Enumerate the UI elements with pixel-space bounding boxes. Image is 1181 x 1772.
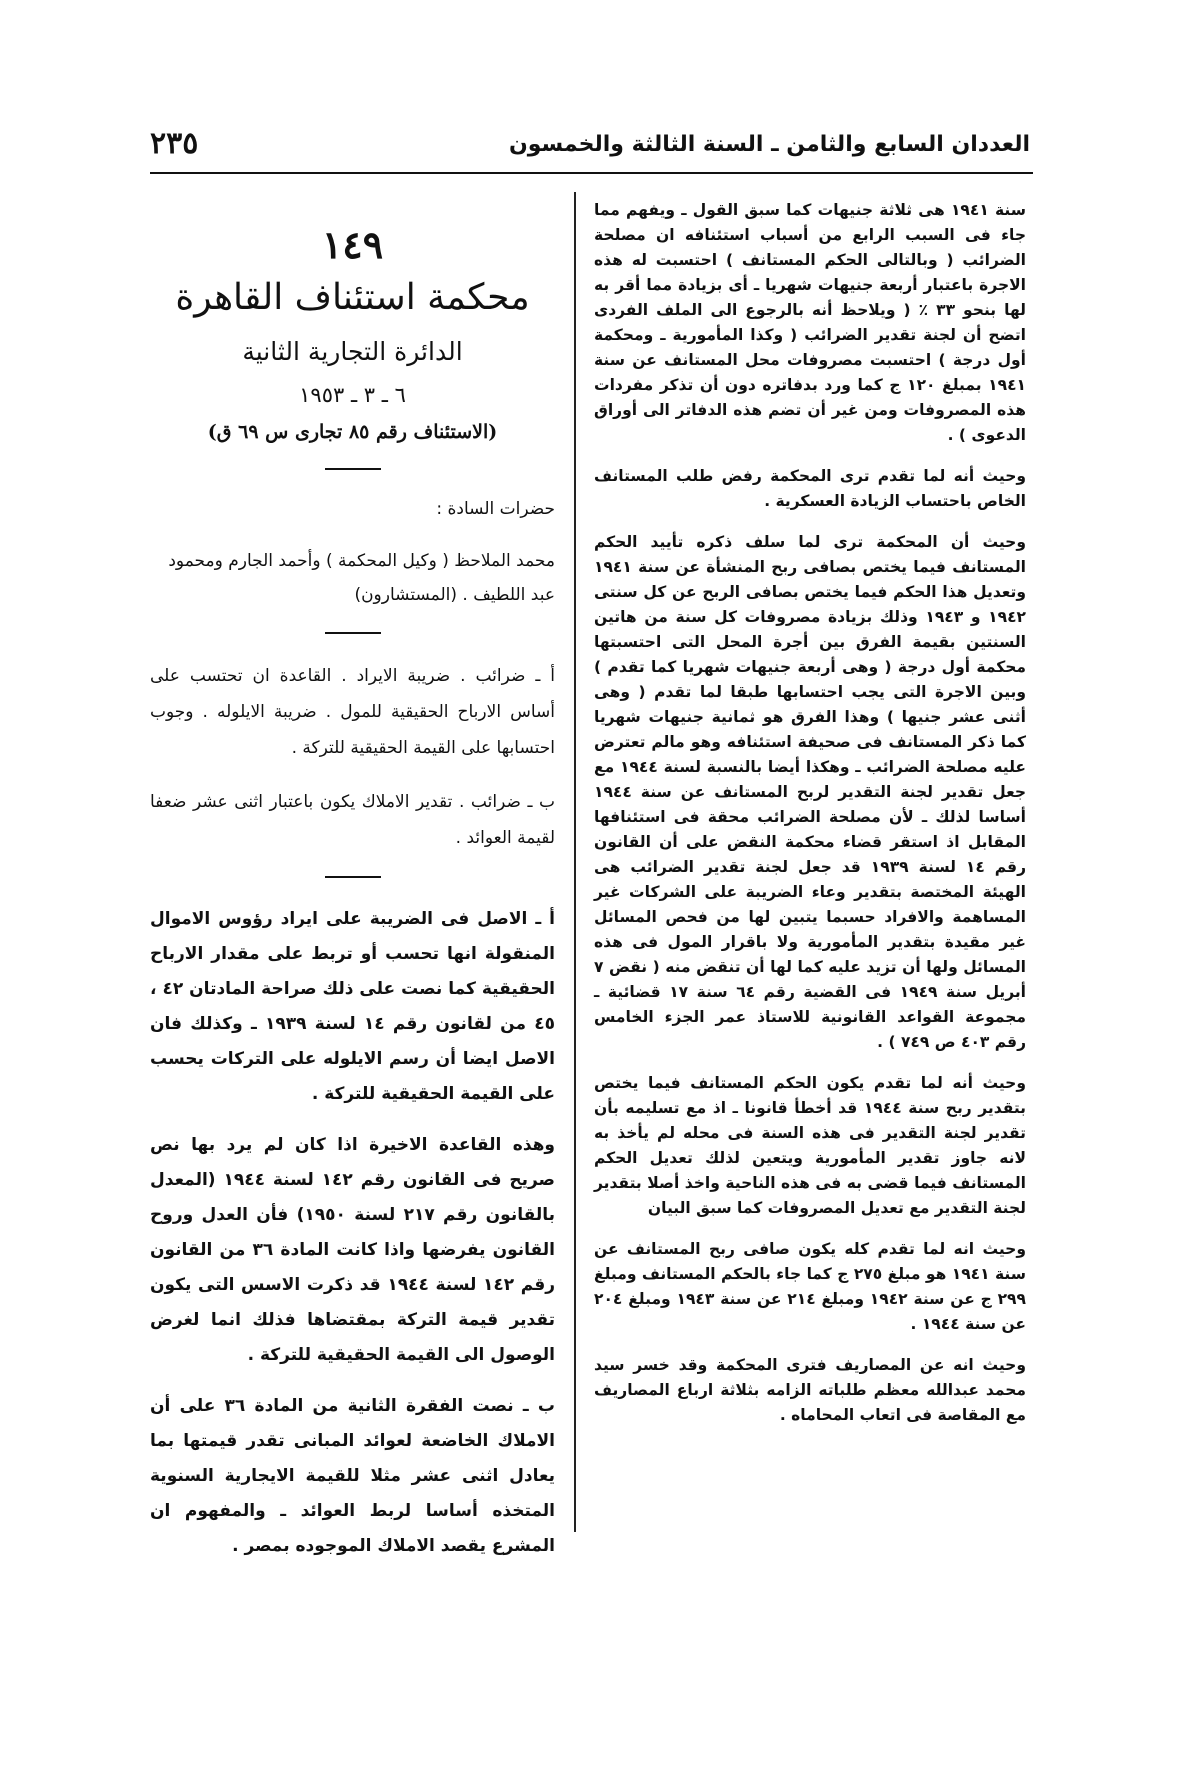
principle-b-paragraph: ب ـ نصت الفقرة الثانية من المادة ٣٦ على أن الاملاك الخاضعة لعوائد المبانى تقدر قيمتها بما يعادل اثنى عشر مثلا للقيمة الايجارية السنوية المتخذه أساسا لربط العوائد ـ والمفهوم ان المشرع يقصد الاملاك الموجوده بمصر . bbox=[150, 1396, 555, 1556]
page-number: ٢٣٥ bbox=[150, 126, 199, 161]
paragraph: وحيث أن المحكمة ترى لما سلف ذكره تأييد الحكم المستانف فيما يختص بصافى ربح المنشأة عن سنة ١٩٤١ وتعديل هذا الحكم فيما يختص بصافى الربح عن كل سنتى ١٩٤٢ و ١٩٤٣ وذلك بزيادة مصروفات كل سنة من هاتين السنتين بقيمة الفرق بين أجرة المحل التى احتسبتها محكمة أول درجة ( وهى أربعة جنيهات شهريا كما تقدم ) وبين الاجرة التى يجب احتسابها طبقا لما تقدم ( وهى أثنى عشر جنيها ) وهذا الفرق هو ثمانية جنيهات شهريا كما ذكر المستانف فى صحيفة استئنافه وهو مالم تعترض عليه مصلحة الضرائب ـ وهكذا أيضا بالنسبة لسنة ١٩٤٤ مع جعل تقدير لجنة التقدير لربح المستانف عن سنة ١٩٤٤ أساسا لذلك ـ لأن مصلحة الضرائب محقة فى استئنافها المقابل اذ استقر قضاء محكمة النقض على أن القانون رقم ١٤ لسنة ١٩٣٩ قد جعل لجنة تقدير الضرائب هى الهيئة المختصة بتقدير وعاء الضريبة على الشركات غير المساهمة والافراد حسبما يتبين لها من فحص المسائل غير مقيدة بتقدير المأمورية ولا باقرار المول فى هذه المسائل ولها أن تزيد عليه كما لها أن تنقض منه ( نقض ٧ أبريل سنة ١٩٤٩ فى القضية رقم ٦٤ سنة ١٧ قضائية ـ مجموعة القواعد القانونية للاستاذ عمر الجزء الخامس رقم ٤٠٣ ص ٧٤٩ ) . bbox=[594, 533, 1026, 1051]
divider bbox=[325, 876, 381, 878]
divider bbox=[325, 632, 381, 634]
headnote-b: ب ـ ضرائب . تقدير الاملاك يكون باعتبار اثنى عشر ضعفا لقيمة العوائد . bbox=[150, 792, 555, 848]
circuit-name: الدائرة التجارية الثانية bbox=[242, 337, 463, 366]
paragraph: وحيث أنه لما تقدم يكون الحكم المستانف فيما يختص بتقدير ربح سنة ١٩٤٤ قد أخطأ قانونا ـ اذ مع تسليمه بأن تقدير لجنة التقدير فى هذه السنة فى محله لم يأخذ به لانه جاوز تقدير المأمورية ويتعين لذلك تعديل الحكم المستانف فيما قضى به فى هذه الناحية واخذ أصلا بتقدير لجنة التقدير مع تعديل المصروفات كما سبق البيان bbox=[594, 1074, 1027, 1217]
page-header bbox=[150, 126, 1030, 166]
divider bbox=[325, 468, 381, 470]
paragraph: وحيث انه لما تقدم كله يكون صافى ربح المستانف عن سنة ١٩٤١ هو مبلغ ٢٧٥ ج كما جاء بالحكم المستانف ومبلغ ٢٩٩ ج عن سنة ١٩٤٢ ومبلغ ٢١٤ عن سنة ١٩٤٣ ومبلغ ٢٠٤ عن سنة ١٩٤٤ . bbox=[594, 1240, 1026, 1333]
header-rule bbox=[150, 172, 1033, 174]
appeal-reference: (الاستئناف رقم ٨٥ تجارى س ٦٩ ق) bbox=[207, 421, 498, 443]
paragraph: وحيث أنه لما تقدم ترى المحكمة رفض طلب المستانف الخاص باحتساب الزيادة العسكرية . bbox=[594, 467, 1026, 510]
left-column bbox=[150, 220, 555, 1580]
judges-line: محمد الملاحظ ( وكيل المحكمة ) وأحمد الجارم ومحمود bbox=[168, 551, 555, 571]
case-number: ١٤٩ bbox=[321, 222, 384, 267]
principle-a-paragraph: وهذه القاعدة الاخيرة اذا كان لم يرد بها نص صريح فى القانون رقم ١٤٢ لسنة ١٩٤٤ (المعدل بالقانون رقم ٢١٧ لسنة ١٩٥٠) فأن العدل وروح القانون يفرضها واذا كانت المادة ٣٦ من القانون رقم ١٤٢ لسنة ١٩٤٤ قد ذكرت الاسس التى يكون تقدير قيمة التركة بمقتضاها فذلك انما لغرض الوصول الى القيمة الحقيقية للتركة . bbox=[150, 1135, 555, 1365]
headnote-a: أ ـ ضرائب . ضريبة الايراد . القاعدة ان تحتسب على أساس الارباح الحقيقية للمول . ضريبة الايلوله . وجوب احتسابها على القيمة الحقيقية للتركة . bbox=[150, 666, 555, 758]
paragraph: وحيث انه عن المصاريف فترى المحكمة وقد خسر سيد محمد عبدالله معظم طلباته الزامه بثلاثة ارباع المصاريف مع المقاصة فى اتعاب المحاماه . bbox=[594, 1356, 1026, 1424]
bench-label: حضرات السادة : bbox=[436, 499, 555, 519]
court-name: محكمة استئناف القاهرة bbox=[175, 277, 530, 318]
column-divider bbox=[574, 192, 576, 1532]
right-column bbox=[594, 198, 1026, 1444]
principle-a-paragraph: أ ـ الاصل فى الضريبة على ايراد رؤوس الاموال المنقولة انها تحسب أو تربط على مقدار الارباح الحقيقية كما نصت على ذلك صراحة المادتان ٤٢ ، ٤٥ من لقانون رقم ١٤ لسنة ١٩٣٩ ـ وكذلك فان الاصل ايضا أن رسم الايلوله على التركات يحسب على القيمة الحقيقية للتركة . bbox=[150, 909, 555, 1104]
judgment-date: ٦ ـ ٣ ـ ١٩٥٣ bbox=[299, 383, 406, 407]
running-head: العددان السابع والثامن ـ السنة الثالثة والخمسون bbox=[508, 132, 1030, 157]
judges-line: عبد اللطيف . (المستشارون) bbox=[354, 585, 555, 605]
paragraph: سنة ١٩٤١ هى ثلاثة جنيهات كما سبق القول ـ ويفهم مما جاء فى السبب الرابع من أسباب استئنافه ان مصلحة الضرائب ( وبالتالى الحكم المستانف ) احتسبت له هذه الاجرة باعتبار أربعة جنيهات شهريا ـ أى بزيادة مما أقر به لها بنحو ٣٣ ٪ ( ويلاحظ أنه بالرجوع الى الملف الفردى اتضح أن لجنة تقدير الضرائب ( وكذا المأمورية ـ ومحكمة أول درجة ) احتسبت مصروفات محل المستانف عن سنة ١٩٤١ بمبلغ ١٢٠ ج كما ورد بدفاتره دون أن تذكر مفردات هذه المصروفات ومن غير أن تضم هذه الدفاتر الى أوراق الدعوى ) . bbox=[594, 201, 1026, 444]
